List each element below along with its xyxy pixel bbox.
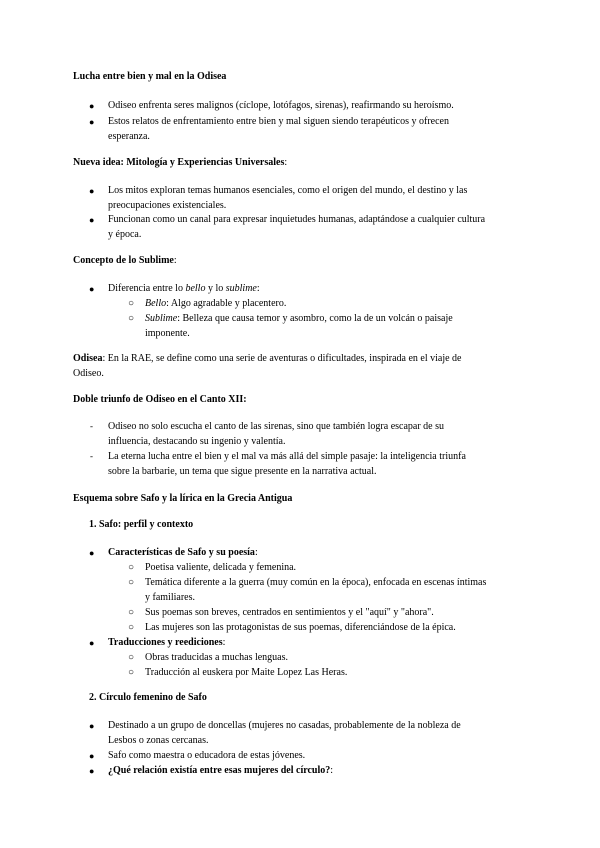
list-item-diferencia: Diferencia entre lo bello y lo sublime: bbox=[108, 283, 260, 294]
bullet: ● bbox=[89, 721, 95, 731]
dash-bullet: - bbox=[90, 451, 93, 461]
bullet: ● bbox=[89, 548, 95, 558]
list-item-caracteristicas: Características de Safo y su poesía: bbox=[108, 547, 258, 558]
section-heading-sublime: Concepto de lo Sublime: bbox=[73, 255, 177, 266]
sub-bullet: ○ bbox=[128, 298, 135, 309]
list-item: Safo como maestra o educadora de estas jóvenes. bbox=[108, 750, 306, 761]
sub-bullet: ○ bbox=[128, 562, 135, 573]
sub-list-item-bello: Bello: Algo agradable y placentero. bbox=[145, 298, 287, 309]
list-item: Odiseo no solo escucha el canto de las sirenas, sino que también logra escapar de su bbox=[108, 421, 445, 432]
sub-bullet: ○ bbox=[128, 622, 135, 633]
bullet: ● bbox=[89, 766, 95, 776]
sub-list-item: Obras traducidas a muchas lenguas. bbox=[145, 652, 289, 663]
list-item: Odiseo enfrenta seres malignos (cíclope, lotófagos, sirenas), reafirmando su heroísmo. bbox=[108, 100, 454, 111]
list-item: Los mitos exploran temas humanos esenciales, como el origen del mundo, el destino y las bbox=[108, 185, 468, 196]
subheading-circulo: 2. Círculo femenino de Safo bbox=[89, 692, 207, 703]
sub-bullet: ○ bbox=[128, 607, 135, 618]
bullet: ● bbox=[89, 751, 95, 761]
subheading-perfil: 1. Safo: perfil y contexto bbox=[89, 519, 194, 530]
list-item-traducciones: Traducciones y reediciones: bbox=[108, 637, 226, 648]
list-item-continuation: esperanza. bbox=[108, 131, 150, 142]
list-item-continuation: preocupaciones existenciales. bbox=[108, 200, 227, 211]
sub-bullet: ○ bbox=[128, 313, 135, 324]
sub-bullet: ○ bbox=[128, 652, 135, 663]
section-heading-doble-triunfo: Doble triunfo de Odiseo en el Canto XII: bbox=[73, 394, 247, 405]
bullet: ● bbox=[89, 284, 95, 294]
bullet: ● bbox=[89, 638, 95, 648]
list-item-continuation: influencia, destacando su ingenio y valentía. bbox=[108, 436, 286, 447]
dash-bullet: - bbox=[90, 421, 93, 431]
sub-list-item: Poetisa valiente, delicada y femenina. bbox=[145, 562, 297, 573]
bullet: ● bbox=[89, 186, 95, 196]
list-item: Funcionan como un canal para expresar inquietudes humanas, adaptándose a cualquier cultura bbox=[108, 214, 486, 225]
sub-list-item: Las mujeres son las protagonistas de sus poemas, diferenciándose de la épica. bbox=[145, 622, 456, 633]
sub-list-item: Sus poemas son breves, centrados en sentimientos y el "aquí" y "ahora". bbox=[145, 607, 434, 618]
sub-list-item-continuation: imponente. bbox=[145, 328, 190, 339]
paragraph-continuation: Odiseo. bbox=[73, 368, 104, 379]
list-item: Estos relatos de enfrentamiento entre bien y mal siguen siendo terapéuticos y ofrecen bbox=[108, 116, 449, 127]
list-item-continuation: sobre la barbarie, un tema que sigue presente en la narrativa actual. bbox=[108, 466, 377, 477]
section-heading-lucha: Lucha entre bien y mal en la Odisea bbox=[73, 71, 227, 82]
sub-list-item: Temática diferente a la guerra (muy común en la época), enfocada en escenas íntimas bbox=[145, 577, 487, 588]
sub-list-item: Traducción al euskera por Maite Lopez Las Heras. bbox=[145, 667, 348, 678]
sub-bullet: ○ bbox=[128, 577, 135, 588]
bullet: ● bbox=[89, 215, 95, 225]
section-heading-mitologia: Nueva idea: Mitología y Experiencias Universales: bbox=[73, 157, 288, 168]
bullet: ● bbox=[89, 117, 95, 127]
list-item: La eterna lucha entre el bien y el mal va más allá del simple pasaje: la inteligencia triunfa bbox=[108, 451, 466, 462]
list-item-continuation: Lesbos o zonas cercanas. bbox=[108, 735, 209, 746]
paragraph-odisea: Odisea: En la RAE, se define como una serie de aventuras o dificultades, inspirada en el viaje de bbox=[73, 353, 462, 364]
bullet: ● bbox=[89, 101, 95, 111]
sub-list-item-sublime: Sublime: Belleza que causa temor y asombro, como la de un volcán o paisaje bbox=[145, 313, 453, 324]
sub-list-item-continuation: y familiares. bbox=[145, 592, 195, 603]
list-item-question: ¿Qué relación existía entre esas mujeres del círculo?: bbox=[108, 765, 334, 776]
sub-bullet: ○ bbox=[128, 667, 135, 678]
list-item: Destinado a un grupo de doncellas (mujeres no casadas, probablemente de la nobleza de bbox=[108, 720, 461, 731]
list-item-continuation: y época. bbox=[108, 229, 142, 240]
section-heading-safo: Esquema sobre Safo y la lírica en la Grecia Antigua bbox=[73, 493, 293, 504]
